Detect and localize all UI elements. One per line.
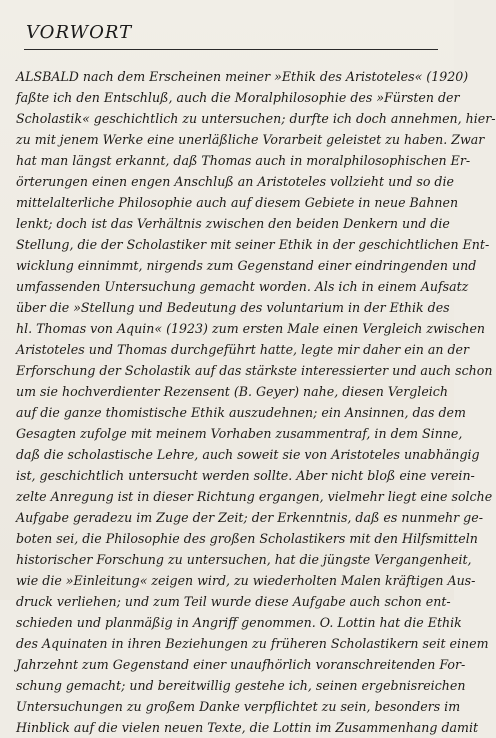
text-line: örterungen einen engen Anschluß an Aristoteles vollzieht und so die: [16, 174, 454, 189]
text-line: Stellung, die der Scholastiker mit seiner Ethik in der geschichtlichen Ent-: [16, 237, 490, 252]
text-line: Aufgabe geradezu im Zuge der Zeit; der Erkenntnis, daß es nunmehr ge-: [16, 510, 483, 525]
text-line: ALSBALD nach dem Erscheinen meiner »Ethik des Aristoteles« (1920): [16, 69, 469, 84]
text-line: lenkt; doch ist das Verhältnis zwischen den beiden Denkern und die: [16, 216, 450, 231]
page-heading: VORWORT: [26, 22, 133, 43]
text-line: Untersuchungen zu großem Danke verpflichtet zu sein, besonders im: [16, 699, 461, 714]
text-line: Hinblick auf die vielen neuen Texte, die Lottin im Zusammenhang damit: [16, 720, 479, 735]
text-line: Gesagten zufolge mit meinem Vorhaben zusammentraf, in dem Sinne,: [16, 426, 463, 441]
text-line: wie die »Einleitung« zeigen wird, zu wiederholten Malen kräftigen Aus-: [16, 573, 476, 588]
text-line: umfassenden Untersuchung gemacht worden. Als ich in einem Aufsatz: [16, 279, 469, 294]
text-line: schieden und planmäßig in Angriff genommen. O. Lottin hat die Ethik: [16, 615, 462, 630]
text-line: Scholastik« geschichtlich zu untersuchen; durfte ich doch annehmen, hier-: [16, 111, 496, 126]
text-line: zu mit jenem Werke eine unerläßliche Vorarbeit geleistet zu haben. Zwar: [16, 132, 485, 147]
heading-rule: [24, 49, 438, 50]
text-line: hl. Thomas von Aquin« (1923) zum ersten Male einen Vergleich zwischen: [16, 321, 486, 336]
text-line: hat man längst erkannt, daß Thomas auch in moralphilosophischen Er-: [16, 153, 471, 168]
text-line: druck verliehen; und zum Teil wurde diese Aufgabe auch schon ent-: [16, 594, 451, 609]
text-line: Aristoteles und Thomas durchgeführt hatte, legte mir daher ein an der: [16, 342, 470, 357]
text-line: wicklung einnimmt, nirgends zum Gegenstand einer eindringenden und: [16, 258, 477, 273]
text-line: schung gemacht; und bereitwillig gestehe ich, seinen ergebnisreichen: [16, 678, 466, 693]
text-line: Erforschung der Scholastik auf das stärkste interessierter und auch schon: [16, 363, 493, 378]
text-line: über die »Stellung und Bedeutung des voluntarium in der Ethik des: [16, 300, 450, 315]
text-line: auf die ganze thomistische Ethik auszudehnen; ein Ansinnen, das dem: [16, 405, 466, 420]
text-line: boten sei, die Philosophie des großen Scholastikers mit den Hilfsmitteln: [16, 531, 478, 546]
text-line: faßte ich den Entschluß, auch die Moralphilosophie des »Fürsten der: [16, 90, 460, 105]
text-line: um sie hochverdienter Rezensent (B. Geyer) nahe, diesen Vergleich: [16, 384, 448, 399]
text-line: des Aquinaten in ihren Beziehungen zu früheren Scholastikern seit einem: [16, 636, 489, 651]
body-text: [16, 66, 496, 738]
text-line: Jahrzehnt zum Gegenstand einer unaufhörlich voranschreitenden For-: [16, 657, 466, 672]
text-line: zelte Anregung ist in dieser Richtung ergangen, vielmehr liegt eine solche: [16, 489, 493, 504]
text-line: historischer Forschung zu untersuchen, hat die jüngste Vergangenheit,: [16, 552, 472, 567]
text-line: daß die scholastische Lehre, auch soweit sie von Aristoteles unabhängig: [16, 447, 480, 462]
text-line: mittelalterliche Philosophie auch auf diesem Gebiete in neue Bahnen: [16, 195, 459, 210]
text-line: ist, geschichtlich untersucht werden sollte. Aber nicht bloß eine verein-: [16, 468, 475, 483]
